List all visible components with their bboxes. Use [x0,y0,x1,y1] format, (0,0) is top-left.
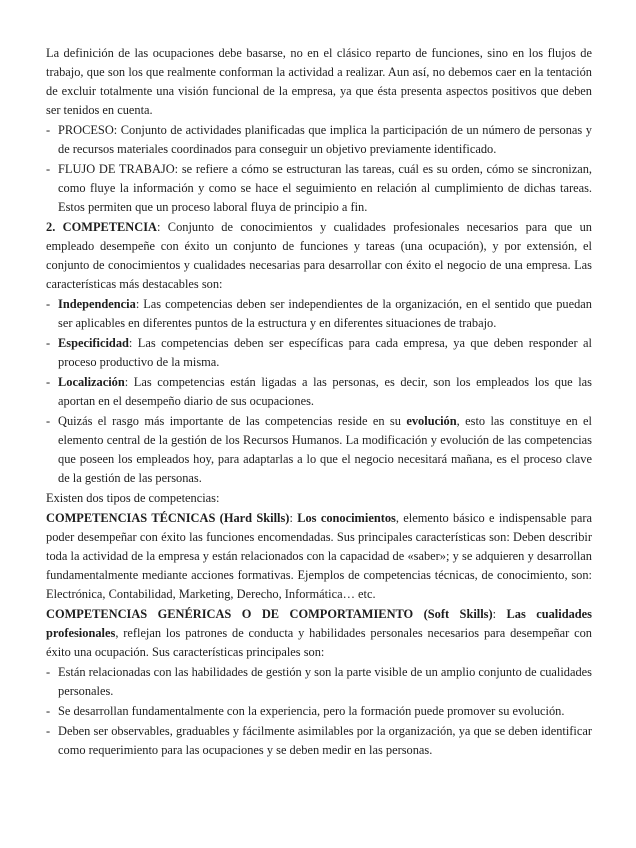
list-item [46,121,592,159]
tecnicas-heading: COMPETENCIAS TÉCNICAS (Hard Skills) [46,511,290,525]
dash-bullet: - [46,123,51,137]
characteristic-term: Especificidad [58,336,129,350]
list-item [46,373,592,411]
tecnicas-sep: : [289,511,298,525]
competencia-heading: 2. COMPETENCIA [46,220,157,234]
dash-bullet: - [46,297,51,311]
types-intro: Existen dos tipos de competencias: [46,491,220,505]
list-item-text: Se desarrollan fundamentalmente con la experiencia, pero la formación puede promover su evolución. [58,704,565,718]
dash-bullet: - [46,162,51,176]
list-item [46,160,592,217]
characteristics-list [46,295,592,488]
tecnicas-paragraph [46,509,592,604]
evolucion-before: Quizás el rasgo más importante de las competencias reside en su [58,414,407,428]
dash-bullet: - [46,665,51,679]
list-item [46,702,592,721]
characteristic-text: : Las competencias deben ser específicas para cada empresa, ya que deben responder al proceso productivo de la misma. [58,336,592,369]
list-item-text: FLUJO DE TRABAJO: se refiere a cómo se estructuran las tareas, cuál es su orden, cómo se sincronizan, como fluye la información y como se hace el seguimiento en relación al cumplimiento de dichas tareas. Estos permiten que un proceso laboral fluya de principio a fin. [58,162,592,214]
dash-bullet: - [46,724,51,738]
genericas-heading: COMPETENCIAS GENÉRICAS O DE COMPORTAMIENTO (Soft Skills) [46,607,493,621]
list-item [46,334,592,372]
intro-paragraph: La definición de las ocupaciones debe basarse, no en el clásico reparto de funciones, sino en los flujos de trabajo, que son los que realmente conforman la actividad a realizar. Aun así, no debemos caer en la tentación de excluir totalmente una visión funcional de la empresa, ya que ésta presenta aspectos positivos que deben ser tenidos en cuenta. [46,46,592,117]
characteristic-text: : Las competencias deben ser independientes de la organización, en el sentido que puedan ser aplicables en diferentes puntos de la estructura y en diferentes situaciones de trabajo. [58,297,592,330]
list-item-text: PROCESO: Conjunto de actividades planificadas que implica la participación de un número de personas y de recursos materiales coordinados para conseguir un objetivo previamente identificado. [58,123,592,156]
competencia-paragraph [46,218,592,294]
genericas-sep: : [492,607,507,621]
document-page [46,44,592,761]
tecnicas-term: Los conocimientos [297,511,396,525]
dash-bullet: - [46,414,51,428]
genericas-term: Las cualidades profesionales [46,607,592,640]
tecnicas-text: , elemento básico e indispensable para poder desempeñar con éxito las funciones encomendadas. Sus principales características son: Deben describir toda la actividad de la empresa y están relacionados con la capacidad de «saber»; y se adquieren y desarrollan fundamentalmente mediante acciones formativas. Ejemplos de competencias técnicas, de conocimiento, son: Electrónica, Contabilidad, Marketing, Derecho, Informática… etc. [46,511,592,601]
evolucion-after: , esto las constituye en el elemento central de la gestión de los Recursos Humanos. La modificación y evolución de las competencias que poseen los empleados hoy, para adaptarlas a lo que el negocio necesitará mañana, es el proceso clave de la gestión de las personas. [58,414,592,485]
genericas-text: , reflejan los patrones de conducta y habilidades personales necesarios para desempeñar con éxito una ocupación. Sus características principales son: [46,626,592,659]
genericas-paragraph [46,605,592,662]
generic-list [46,663,592,760]
list-item [46,663,592,701]
list-item [46,412,592,488]
dash-bullet: - [46,704,51,718]
process-list [46,121,592,217]
evolucion-term: evolución [406,414,457,428]
characteristic-term: Localización [58,375,125,389]
characteristic-text: : Las competencias están ligadas a las personas, es decir, son los empleados los que las aportan en el desempeño diario de sus ocupaciones. [58,375,592,408]
dash-bullet: - [46,375,51,389]
list-item [46,295,592,333]
list-item-text: Deben ser observables, graduables y fácilmente asimilables por la organización, ya que se deben identificar como requerimiento para las ocupaciones y se deben medir en las personas. [58,724,592,757]
characteristic-term: Independencia [58,297,136,311]
list-item [46,722,592,760]
list-item-text: Están relacionadas con las habilidades de gestión y son la parte visible de un amplio conjunto de cualidades personales. [58,665,592,698]
dash-bullet: - [46,336,51,350]
competencia-text: : Conjunto de conocimientos y cualidades profesionales necesarios para que un empleado desempeñe con éxito un conjunto de funciones y tareas (una ocupación), y por extensión, el conjunto de conocimientos y cualidades necesarias para desarrollar con éxito el negocio de una empresa. Las características más destacables son: [46,220,592,291]
